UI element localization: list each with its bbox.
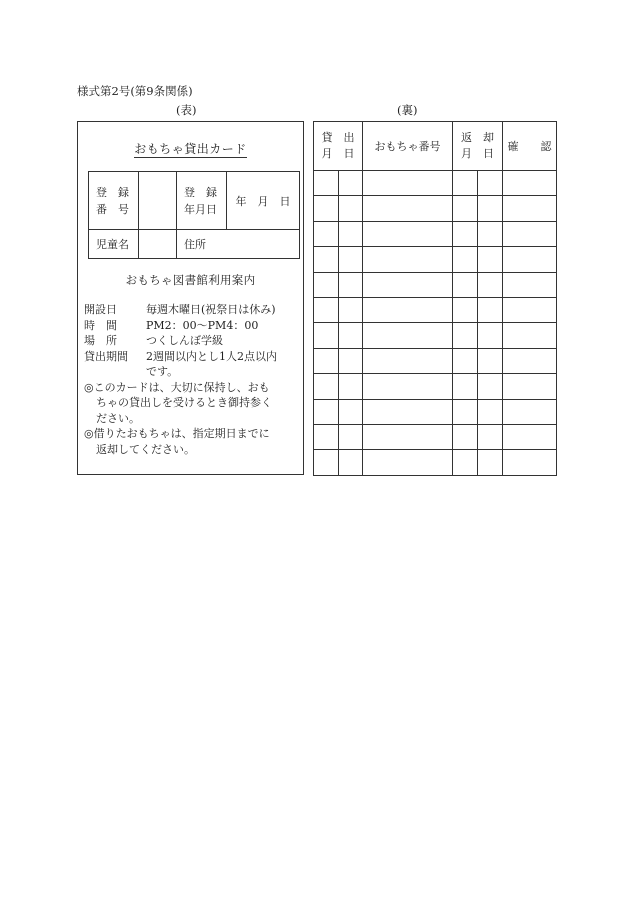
record-row <box>314 272 557 297</box>
return-month-cell[interactable] <box>453 348 478 373</box>
time-row: 時 間 PM2：00〜PM4：00 <box>84 318 259 332</box>
return-day-cell[interactable] <box>478 247 503 272</box>
card-title: おもちゃ貸出カード <box>134 142 247 156</box>
registration-table <box>88 171 300 259</box>
return-day-cell[interactable] <box>478 272 503 297</box>
toy-number-cell[interactable] <box>363 450 453 475</box>
return-day-cell[interactable] <box>478 424 503 449</box>
toy-number-cell[interactable] <box>363 221 453 246</box>
address-field[interactable] <box>177 230 300 259</box>
open-day-row: 開設日 毎週木曜日(祝祭日は休み) <box>84 303 276 316</box>
toy-number-cell[interactable] <box>363 348 453 373</box>
confirm-cell[interactable] <box>503 348 557 373</box>
confirm-cell[interactable] <box>503 374 557 399</box>
confirm-cell[interactable] <box>503 450 557 475</box>
toy-number-cell[interactable] <box>363 272 453 297</box>
toy-number-cell[interactable] <box>363 247 453 272</box>
toy-number-cell[interactable] <box>363 196 453 221</box>
lend-month-cell[interactable] <box>314 399 339 424</box>
record-row <box>314 348 557 373</box>
confirm-header: 確 認 <box>503 122 557 171</box>
toy-number-cell[interactable] <box>363 297 453 322</box>
reg-date-field[interactable]: 年 月 日 <box>227 172 300 230</box>
return-day-cell[interactable] <box>478 374 503 399</box>
toy-number-cell[interactable] <box>363 399 453 424</box>
lend-month-cell[interactable] <box>314 297 339 322</box>
return-day-cell[interactable] <box>478 399 503 424</box>
record-row <box>314 247 557 272</box>
confirm-cell[interactable] <box>503 247 557 272</box>
toy-number-cell[interactable] <box>363 171 453 196</box>
lend-day-cell[interactable] <box>339 323 363 348</box>
toy-number-cell[interactable] <box>363 374 453 399</box>
confirm-cell[interactable] <box>503 424 557 449</box>
reg-date-label: 登 録 年月日 <box>177 172 227 230</box>
return-day-cell[interactable] <box>478 297 503 322</box>
reg-number-field[interactable] <box>139 172 177 230</box>
back-card <box>313 121 557 476</box>
record-row <box>314 221 557 246</box>
record-row <box>314 196 557 221</box>
lend-day-cell[interactable] <box>339 221 363 246</box>
return-month-cell[interactable] <box>453 424 478 449</box>
lend-date-header: 貸 出 月 日 <box>314 122 363 171</box>
child-name-field[interactable] <box>139 230 177 259</box>
lend-month-cell[interactable] <box>314 196 339 221</box>
return-day-cell[interactable] <box>478 196 503 221</box>
record-row <box>314 450 557 475</box>
lend-day-cell[interactable] <box>339 424 363 449</box>
note-carry-card: ◎このカードは、大切に保持し、おも ちゃの貸出しを受けるとき御持参く ださい。 <box>84 380 272 425</box>
return-month-cell[interactable] <box>453 399 478 424</box>
lend-day-cell[interactable] <box>339 247 363 272</box>
return-month-cell[interactable] <box>453 196 478 221</box>
period-row-cont: です。 <box>146 365 179 378</box>
record-row <box>314 399 557 424</box>
return-month-cell[interactable] <box>453 297 478 322</box>
lend-month-cell[interactable] <box>314 450 339 475</box>
confirm-cell[interactable] <box>503 297 557 322</box>
return-month-cell[interactable] <box>453 323 478 348</box>
lend-month-cell[interactable] <box>314 272 339 297</box>
confirm-cell[interactable] <box>503 272 557 297</box>
return-month-cell[interactable] <box>453 272 478 297</box>
lending-record-table <box>313 121 557 476</box>
return-month-cell[interactable] <box>453 171 478 196</box>
confirm-cell[interactable] <box>503 221 557 246</box>
lend-month-cell[interactable] <box>314 323 339 348</box>
lend-day-cell[interactable] <box>339 348 363 373</box>
lend-day-cell[interactable] <box>339 272 363 297</box>
confirm-cell[interactable] <box>503 196 557 221</box>
place-row: 場 所 つくしんぼ学級 <box>84 334 223 347</box>
return-month-cell[interactable] <box>453 374 478 399</box>
lend-month-cell[interactable] <box>314 247 339 272</box>
lend-day-cell[interactable] <box>339 450 363 475</box>
record-row <box>314 297 557 322</box>
front-card <box>77 121 304 475</box>
lend-day-cell[interactable] <box>339 374 363 399</box>
period-row: 貸出期間 2週間以内とし1人2点以内 <box>84 349 277 363</box>
return-date-header: 返 却 月 日 <box>453 122 503 171</box>
return-day-cell[interactable] <box>478 171 503 196</box>
return-day-cell[interactable] <box>478 323 503 348</box>
lending-header-row <box>314 122 557 171</box>
record-row <box>314 374 557 399</box>
lend-day-cell[interactable] <box>339 171 363 196</box>
toy-number-cell[interactable] <box>363 323 453 348</box>
lend-month-cell[interactable] <box>314 374 339 399</box>
confirm-cell[interactable] <box>503 399 557 424</box>
lend-month-cell[interactable] <box>314 171 339 196</box>
lend-month-cell[interactable] <box>314 348 339 373</box>
child-name-label: 児童名 <box>89 230 139 259</box>
return-day-cell[interactable] <box>478 450 503 475</box>
lend-month-cell[interactable] <box>314 221 339 246</box>
confirm-cell[interactable] <box>503 323 557 348</box>
lend-month-cell[interactable] <box>314 424 339 449</box>
lend-day-cell[interactable] <box>339 297 363 322</box>
confirm-cell[interactable] <box>503 171 557 196</box>
form-number-label: 様式第2号(第9条関係) <box>77 84 193 98</box>
return-month-cell[interactable] <box>453 221 478 246</box>
back-side-label: (裏) <box>397 103 418 117</box>
toy-number-cell[interactable] <box>363 424 453 449</box>
return-day-cell[interactable] <box>478 221 503 246</box>
address-label: 住所 <box>184 238 206 251</box>
lend-day-cell[interactable] <box>339 399 363 424</box>
return-month-cell[interactable] <box>453 450 478 475</box>
note-return-toys: ◎借りたおもちゃは、指定期日までに 返却してください。 <box>84 427 270 456</box>
record-row <box>314 424 557 449</box>
guide-title: おもちゃ図書館利用案内 <box>125 273 256 287</box>
record-row <box>314 171 557 196</box>
toy-number-header: おもちゃ番号 <box>363 122 453 171</box>
usage-guide <box>84 302 302 457</box>
return-month-cell[interactable] <box>453 247 478 272</box>
reg-number-label: 登 録 番 号 <box>89 172 139 230</box>
front-side-label: (表) <box>176 103 197 117</box>
record-row <box>314 323 557 348</box>
return-day-cell[interactable] <box>478 348 503 373</box>
lend-day-cell[interactable] <box>339 196 363 221</box>
